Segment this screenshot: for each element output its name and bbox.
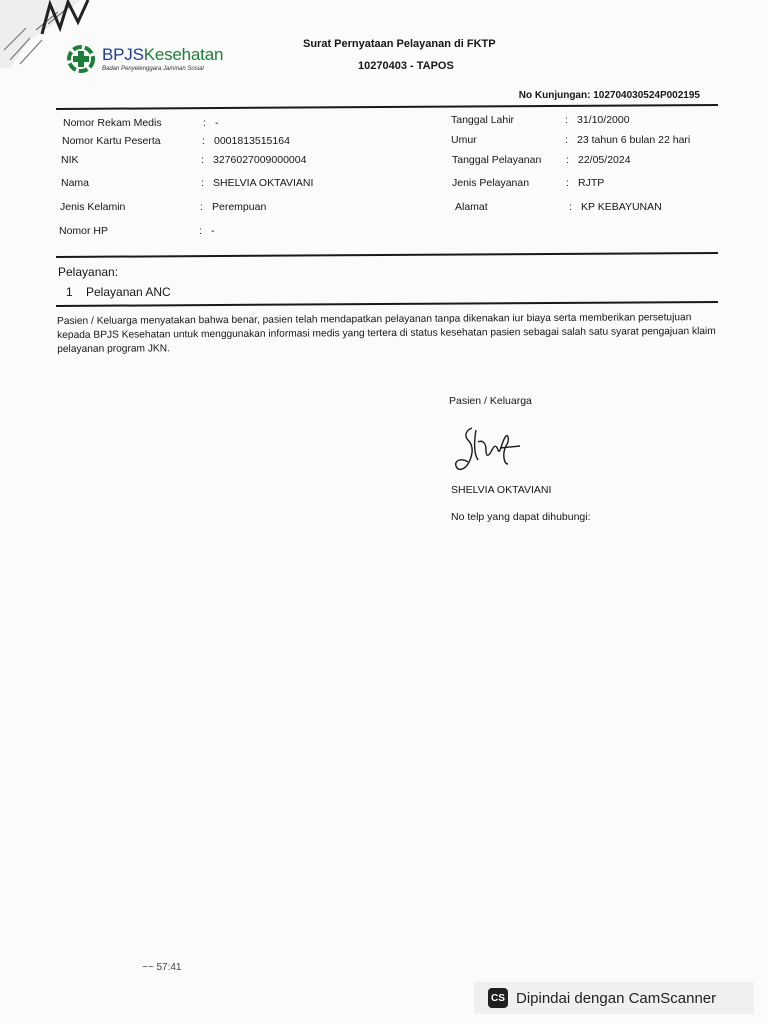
info-row-service-type: Jenis Pelayanan : RJTP	[452, 177, 605, 189]
info-row-nik: NIK : 3276027009000004	[61, 154, 307, 166]
info-row-address: Alamat : KP KEBAYUNAN	[455, 201, 662, 213]
brand-subtitle: Badan Penyelenggara Jaminan Sosial	[102, 66, 204, 72]
services-title: Pelayanan:	[58, 265, 119, 279]
camscanner-text: Dipindai dengan CamScanner	[516, 989, 717, 1007]
info-row-phone: Nomor HP : -	[59, 225, 215, 237]
camscanner-icon: CS	[488, 988, 508, 1008]
info-row-card-number: Nomor Kartu Peserta : 0001813515164	[62, 135, 290, 147]
signer-phone-label: No telp yang dapat dihubungi:	[451, 511, 591, 523]
info-row-gender: Jenis Kelamin : Perempuan	[60, 201, 267, 213]
document-title: Surat Pernyataan Pelayanan di FKTP	[303, 38, 496, 50]
signer-name: SHELVIA OKTAVIANI	[451, 484, 552, 496]
header-divider	[56, 104, 718, 110]
service-item: 1 Pelayanan ANC	[66, 285, 171, 299]
info-row-medical-record: Nomor Rekam Medis : -	[63, 117, 219, 129]
bpjs-logo	[66, 44, 223, 74]
bpjs-emblem-icon	[66, 44, 96, 74]
camscanner-watermark	[474, 982, 754, 1014]
facility-code: 10270403 - TAPOS	[358, 60, 454, 72]
info-divider	[56, 252, 718, 258]
info-row-age: Umur : 23 tahun 6 bulan 22 hari	[451, 134, 691, 146]
info-row-birth-date: Tanggal Lahir : 31/10/2000	[451, 114, 630, 126]
info-row-name: Nama : SHELVIA OKTAVIANI	[61, 177, 314, 189]
services-divider	[56, 301, 718, 307]
signer-role: Pasien / Keluarga	[449, 395, 532, 407]
brand-name: BPJSKesehatan	[102, 45, 224, 64]
consent-statement: Pasien / Keluarga menyatakan bahwa benar, pasien telah mendapatkan pelayanan tanpa dikenakan iur biaya serta memberikan persetujuan kepada BPJS Kesehatan untuk menggunakan informasi medis yang tertera di status kesehatan pasien sebagai salah satu syarat pengajuan klaim pelayanan program JKN.	[57, 312, 716, 355]
info-row-service-date: Tanggal Pelayanan : 22/05/2024	[452, 154, 631, 166]
handwritten-signature	[450, 420, 530, 480]
visit-number: No Kunjungan: 102704030524P002195	[518, 90, 700, 101]
footer-timestamp-fragment: ~~ 57:41	[142, 962, 182, 970]
